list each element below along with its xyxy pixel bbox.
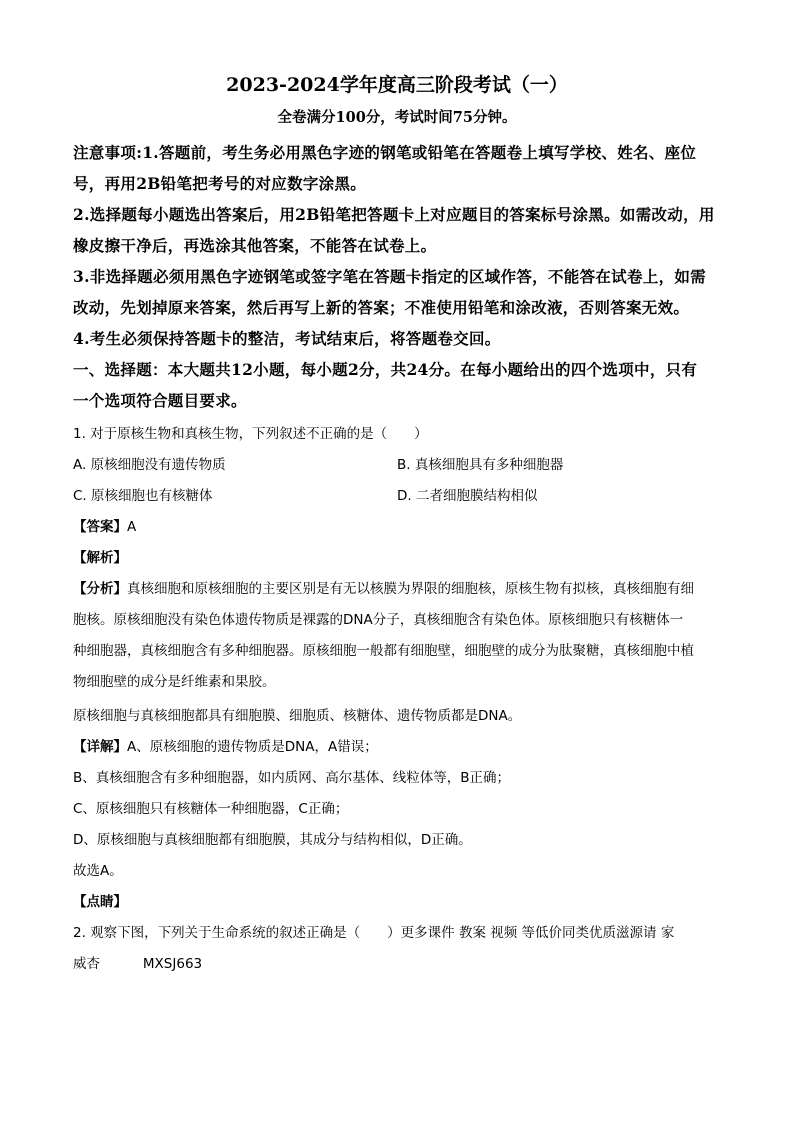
xiangjie-tag: 【详解】 bbox=[73, 739, 127, 755]
notes-line-3: 2.选择题每小题选出答案后，用2B铅笔把答题卡上对应题目的答案标号涂黑。如需改动，用 bbox=[73, 205, 715, 224]
dianjing-tag: 【点睛】 bbox=[73, 894, 127, 910]
fenxi-tag: 【分析】 bbox=[73, 581, 127, 597]
question-1-option-a: A. 原核细胞没有遗传物质 bbox=[73, 457, 226, 473]
question-1-option-c: C. 原核细胞也有核糖体 bbox=[73, 488, 213, 504]
section-heading-line-1: 一、选择题：本大题共12小题，每小题2分，共24分。在每小题给出的四个选项中，只有 bbox=[73, 360, 698, 379]
exam-title: 2023-2024学年度高三阶段考试（一） bbox=[226, 74, 568, 96]
fenxi-line-4: 物细胞壁的成分是纤维素和果胶。 bbox=[73, 674, 276, 690]
notes-line-1: 注意事项:1.答题前，考生务必用黑色字迹的钢笔或铅笔在答题卷上填写学校、姓名、座位 bbox=[73, 143, 697, 162]
section-heading-line-2: 一个选项符合题目要求。 bbox=[73, 391, 247, 410]
question-1-option-b: B. 真核细胞具有多种细胞器 bbox=[397, 457, 564, 473]
notes-line-4: 橡皮擦干净后，再选涂其他答案，不能答在试卷上。 bbox=[73, 236, 437, 255]
dianjing-line bbox=[73, 890, 127, 910]
fenxi-line-2: 胞核。原核细胞没有染色体遗传物质是裸露的DNA分子，真核细胞含有染色体。原核细胞只有核糖体一 bbox=[73, 612, 684, 628]
xiangjie-line-2: B、真核细胞含有多种细胞器，如内质网、高尔基体、线粒体等，B正确； bbox=[73, 770, 511, 786]
answer-tag: 【答案】 bbox=[73, 519, 127, 535]
xiangjie-text-1: A、原核细胞的遗传物质是DNA，A错误； bbox=[127, 739, 378, 755]
fenxi-text-1: 真核细胞和原核细胞的主要区别是有无以核膜为界限的细胞核，原核生物有拟核，真核细胞有细 bbox=[127, 581, 694, 597]
xiangjie-line-1 bbox=[73, 735, 378, 755]
fenxi-line-3: 种细胞器，真核细胞含有多种细胞器。原核细胞一般都有细胞壁，细胞壁的成分为肽聚糖，真核细胞中植 bbox=[73, 643, 694, 659]
fenxi-line-1 bbox=[73, 577, 694, 597]
notes-line-5: 3.非选择题必须用黑色字迹钢笔或签字笔在答题卡指定的区域作答，不能答在试卷上，如需 bbox=[73, 267, 706, 286]
question-2-line-1: 2. 观察下图，下列关于生命系统的叙述正确是（ ）更多课件 教案 视频 等低价同类优质滋源请 家 bbox=[73, 925, 675, 941]
xiangjie-line-3: C、原核细胞只有核糖体一种细胞器，C正确； bbox=[73, 801, 349, 817]
answer-line bbox=[73, 515, 136, 535]
exam-subtitle: 全卷满分100分，考试时间75分钟。 bbox=[277, 109, 517, 126]
question-1-option-d: D. 二者细胞膜结构相似 bbox=[397, 488, 538, 504]
notes-line-2: 号，再用2B铅笔把考号的对应数字涂黑。 bbox=[73, 174, 367, 193]
xiangjie-line-4: D、原核细胞与真核细胞都有细胞膜，其成分与结构相似，D正确。 bbox=[73, 832, 472, 848]
answer-value: A bbox=[127, 519, 137, 535]
notes-line-6: 改动，先划掉原来答案，然后再写上新的答案；不准使用铅笔和涂改液，否则答案无效。 bbox=[73, 298, 690, 317]
xiangjie-line-5: 故选A。 bbox=[73, 863, 123, 879]
analysis-tag: 【解析】 bbox=[73, 550, 127, 566]
fenxi-line-5: 原核细胞与真核细胞都具有细胞膜、细胞质、核糖体、遗传物质都是DNA。 bbox=[73, 708, 522, 724]
question-2-line-2: 威杏 MXSJ663 bbox=[73, 956, 203, 972]
question-1-stem: 1. 对于原核生物和真核生物，下列叙述不正确的是（ ） bbox=[73, 426, 428, 442]
notes-line-7: 4.考生必须保持答题卡的整洁，考试结束后，将答题卷交回。 bbox=[73, 329, 501, 348]
analysis-line bbox=[73, 546, 127, 566]
